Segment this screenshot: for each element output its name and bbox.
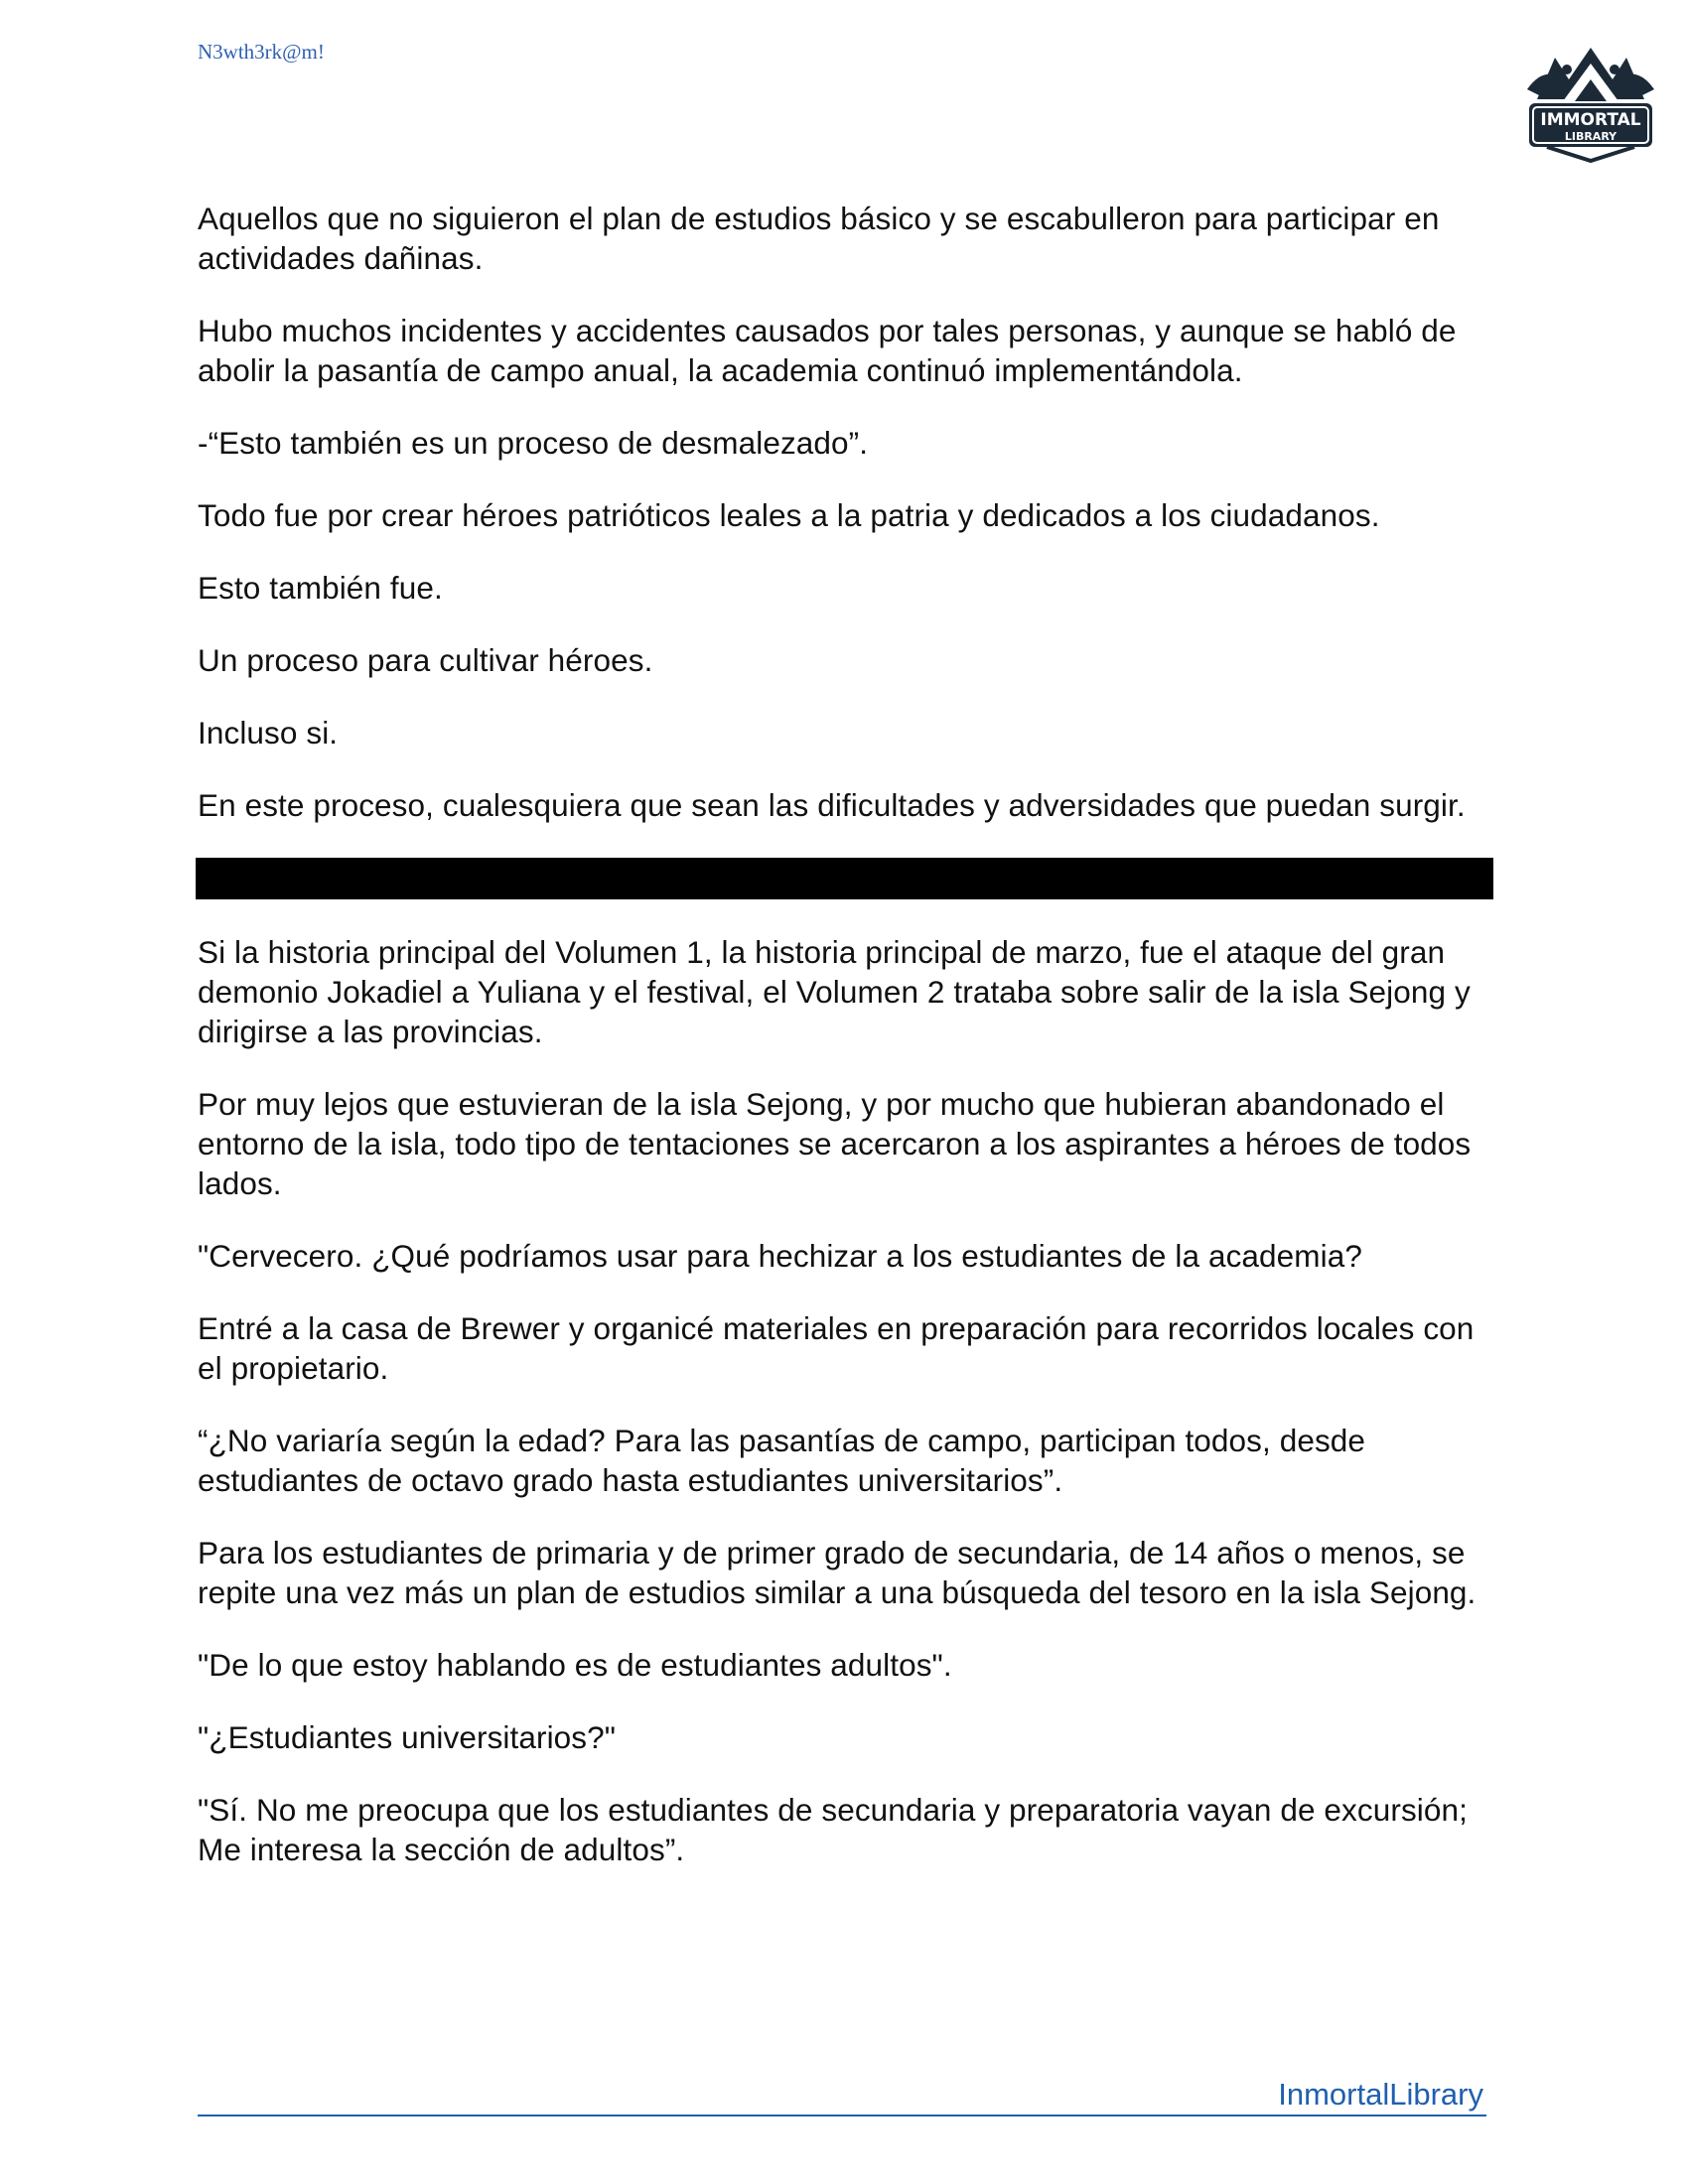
paragraph: "De lo que estoy hablando es de estudiantes adultos". bbox=[198, 1647, 952, 1683]
header-tag: N3wth3rk@m! bbox=[198, 40, 325, 64]
paragraph: "Sí. No me preocupa que los estudiantes de secundaria y preparatoria vayan de excursión; Me interesa la sección de adultos”. bbox=[198, 1792, 1468, 1867]
paragraph: Por muy lejos que estuvieran de la isla Sejong, y por mucho que hubieran abandonado el entorno de la isla, todo tipo de tentaciones se acercaron a los aspirantes a héroes de todos lados. bbox=[198, 1086, 1472, 1201]
paragraph: -“Esto también es un proceso de desmalezado”. bbox=[198, 425, 869, 461]
paragraph: "Cervecero. ¿Qué podríamos usar para hechizar a los estudiantes de la academia? bbox=[198, 1238, 1362, 1274]
paragraph: Si la historia principal del Volumen 1, la historia principal de marzo, fue el ataque del gran demonio Jokadiel a Yuliana y el festival, el Volumen 2 trataba sobre salir de la isla Sejong y dirigirse a las provincias. bbox=[198, 934, 1471, 1049]
paragraph: En este proceso, cualesquiera que sean las dificultades y adversidades que puedan surgir. bbox=[198, 787, 1466, 823]
footer-link[interactable]: InmortalLibrary bbox=[1278, 2077, 1483, 2112]
paragraph: Hubo muchos incidentes y accidentes causados por tales personas, y aunque se habló de abolir la pasantía de campo anual, la academia continuó implementándola. bbox=[198, 313, 1457, 388]
paragraph: Entré a la casa de Brewer y organicé materiales en preparación para recorridos locales con el propietario. bbox=[198, 1310, 1475, 1386]
paragraph: Esto también fue. bbox=[198, 570, 443, 606]
logo-line1: IMMORTAL bbox=[1540, 110, 1641, 130]
immortal-library-logo-icon bbox=[1517, 30, 1664, 177]
paragraph: “¿No variaría según la edad? Para las pasantías de campo, participan todos, desde estudiantes de octavo grado hasta estudiantes universitarios”. bbox=[198, 1423, 1366, 1498]
paragraph: Aquellos que no siguieron el plan de estudios básico y se escabulleron para participar en actividades dañinas. bbox=[198, 201, 1440, 276]
paragraph: Un proceso para cultivar héroes. bbox=[198, 642, 653, 678]
paragraph: Incluso si. bbox=[198, 715, 339, 751]
footer bbox=[198, 2075, 1486, 2116]
paragraph: Todo fue por crear héroes patrióticos leales a la patria y dedicados a los ciudadanos. bbox=[198, 497, 1380, 533]
paragraph: Para los estudiantes de primaria y de primer grado de secundaria, de 14 años o menos, se repite una vez más un plan de estudios similar a una búsqueda del tesoro en la isla Sejong. bbox=[198, 1535, 1477, 1610]
paragraph: "¿Estudiantes universitarios?" bbox=[198, 1719, 617, 1755]
section-divider bbox=[196, 858, 1493, 899]
logo-line2: LIBRARY bbox=[1564, 130, 1618, 143]
document-body bbox=[198, 199, 1488, 1902]
